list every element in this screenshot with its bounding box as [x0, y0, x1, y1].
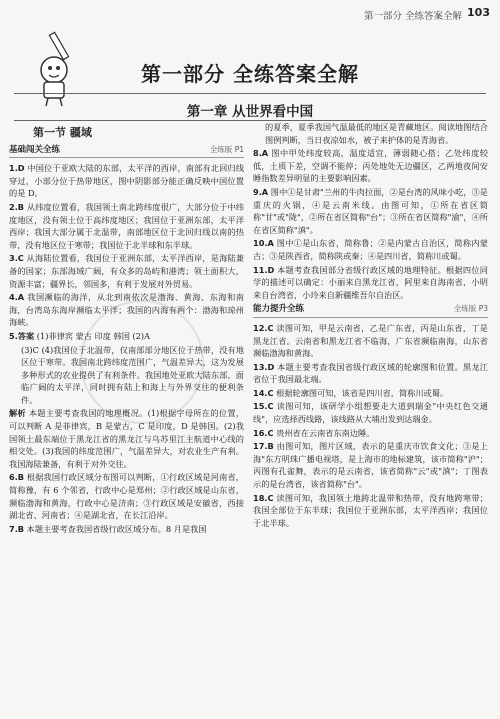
answer-item — [9, 252, 244, 290]
answer-number: 16.C — [253, 427, 274, 438]
answer-list — [253, 322, 488, 530]
answer-item — [9, 201, 244, 251]
answer-number: 8.A — [253, 148, 269, 159]
answer-item — [253, 264, 488, 302]
answer-text: (1)菲律宾 蒙古 印度 韩国 (2)A — [36, 330, 151, 341]
answer-text: 中国位于亚欧大陆的东部，太平洋的西岸，南部有北回归线穿过，小部分位于热带地区，图中阴影部分能正确反映中国位置的是 D。 — [9, 163, 244, 199]
page-header — [0, 0, 500, 26]
answer-item — [9, 344, 244, 407]
answer-text: 从海陆位置看，我国位于亚洲东部，太平洋西岸，是海陆兼备的国家；东部海域广阔，有众多的岛屿和港湾；领土面积大，资源丰富；疆界长，邻国多，有利于发展对外贸易。 — [9, 253, 244, 289]
answer-item — [253, 361, 488, 386]
answer-number: 解析 — [9, 408, 26, 419]
page-title: 第一部分 全练答案全解 — [141, 62, 359, 86]
answer-item — [9, 330, 244, 343]
answer-item — [9, 471, 244, 521]
answer-text: 本题主要考查我国省级行政区域的轮廓图和位置。黑龙江省位于我国最北端。 — [253, 361, 488, 385]
answer-number: 3.C — [9, 253, 24, 264]
answer-text: 根据我国行政区域分布图可以判断，①行政区域是河南省，简称豫，有 6 个邻省，行政中心是郑州；②行政区域是山东省，濒临渤海和黄海，行政中心是济南；③行政区域是安徽省，西接湖北省、河南省；④是湖北省，在长江沿岸。 — [9, 472, 244, 521]
answer-number: 18.C — [253, 492, 274, 503]
chapter-title: 第一章 从世界看中国 — [186, 104, 314, 120]
answer-item — [9, 523, 244, 536]
answer-text: 读图可知，该研学小组想要走大道到瑞金"中央红色交通线"，应选择西线路，该线路从大埔出发到达瑞金。 — [253, 401, 488, 425]
answer-number: 17.B — [253, 441, 274, 452]
left-column — [9, 125, 244, 536]
answer-item — [253, 121, 488, 146]
answer-text: 贵州省在云南省东南边陲。 — [276, 427, 375, 438]
answer-number: 10.A — [253, 238, 274, 249]
answer-text: 本题主要考查我国的地理概况。(1)根据字母所在的位置，可以判断 A 是菲律宾，B 是蒙古，C 是印度，D 是韩国。(2)我国领土最东端位于黑龙江省的黑龙江与乌苏里江主航道中心线的相交处。(3)我国的纬度范围广，气温差异大，对农业生产有利。我国海陆兼备，有利于对外交往。 — [9, 408, 244, 469]
answer-number: 2.B — [9, 201, 25, 212]
answer-item — [253, 237, 488, 262]
answer-text: 本题主要考查我国省级行政区域分布。8 月是我国 — [26, 523, 207, 534]
answer-number: 11.D — [253, 264, 275, 275]
answer-number: 15.C — [253, 401, 274, 412]
answer-item — [253, 440, 488, 490]
answer-number: 14.C — [253, 387, 274, 398]
answer-item — [9, 291, 244, 329]
answer-item — [9, 162, 244, 200]
page-number: 103 — [467, 6, 490, 19]
answer-text: 的夏季，夏季我国气温最低的地区是青藏地区。阅读地图结合图例判断，当日夜凉如水，被子来护体的是青海省。 — [265, 122, 488, 145]
answer-item — [9, 407, 244, 470]
answer-item — [253, 387, 488, 400]
answer-number: 13.D — [253, 361, 275, 372]
answer-item — [253, 147, 488, 185]
running-header: 第一部分 全练答案全解 — [363, 11, 462, 22]
answer-number: 9.A — [253, 186, 269, 197]
answer-list — [253, 121, 488, 301]
answer-text: 从纬度位置看，我国领土南北跨纬度很广，大部分位于中纬度地区，没有领土位于高纬度地区；我国位于亚洲东部，太平洋西岸；我国大部分属于北温带，南部地区位于北回归线以南的热带，没有地区位于寒带；我国位于北半球和东半球。 — [9, 201, 244, 250]
answer-item — [253, 492, 488, 530]
exercise-label: 基础闯关全练 全练版 P1 — [9, 144, 244, 159]
answer-text: 本题考查我国部分省级行政区域的地理特征。根据四位同学的描述可以确定：小丽来自黑龙江省，阿里来自海南省，小明来自台湾省，小玲来自新疆维吾尔自治区。 — [253, 264, 488, 300]
answer-list — [9, 162, 244, 535]
answer-number: 5.答案 — [9, 330, 35, 341]
answer-text: 我国濒临的海洋，从北到南依次是渤海、黄海、东海和南海，台湾岛东海岸濒临太平洋；我国的内海有两个：渤海和琼州海峡。 — [9, 292, 244, 328]
answer-item — [253, 427, 488, 440]
title-divider — [14, 93, 486, 94]
exercise-label: 能力提升全练 全练版 P3 — [253, 303, 488, 318]
answer-number: 12.C — [253, 322, 274, 333]
answer-text: 由图可知，图片区域，表示的是重庆市饮食文化；③是上海"东方明珠广播电视塔，是上海市的地标建筑，该市简称"沪"；丙图有孔雀舞，表示的是云南省，该省简称"云"或"滇"；丁图表示的是台湾省，该省简称"台"。 — [253, 441, 488, 490]
answer-text: 读图可知，我国领土地跨北温带和热带，没有地跨寒带；我国全部位于东半球；我国位于亚洲东部，太平洋西岸；我国位于北半球。 — [253, 492, 488, 528]
answer-number: 7.B — [9, 523, 25, 534]
answer-text: (3)C (4)我国位于北温带，仅南部部分地区位于热带，没有地区位于寒带。我国南北跨纬度范围广，气温差异大，这为发展多种形式的农业提供了有利条件。我国地处亚欧大陆东部，面临广阔的太平洋，同时拥有陆上和海上与外界交往的便利条件。 — [21, 344, 244, 405]
section-title: 第一节 疆域 — [33, 126, 92, 139]
answer-text: 图中甲处纬度较高，温度适宜，薄弱随心搭；乙处纬度较低，土质下差，空调不能停；丙处地处无边疆区，乙两地夜间安睡指数差异明显的主要影响因素。 — [253, 148, 488, 184]
answer-number: 4.A — [9, 292, 25, 303]
answer-text: 图中①是山东省，简称鲁；②是内蒙古自治区，简称内蒙古；③是陕西省，简称陕或秦；④是四川省，简称川或蜀。 — [253, 238, 488, 261]
answer-text: 图中①是甘肃"兰州的牛肉拉面，②是台湾的风味小吃，③是重庆的火锅，④是云南米线。由图可知，①所在省区简称"甘"或"陇"，②所在省区简称"台"；③所在省区简称"渝"，④所在省区简称"滇"。 — [253, 186, 488, 235]
answer-number: 6.B — [9, 472, 25, 483]
answer-text: 根据轮廓图可知，该省是四川省，简称川或蜀。 — [276, 387, 449, 398]
answer-item — [253, 186, 488, 236]
answer-number: 1.D — [9, 163, 25, 174]
right-column — [253, 121, 488, 530]
answer-text: 读图可知，甲是云南省，乙是广东省，丙是山东省，丁是黑龙江省。云南省和黑龙江省不临海，广东省濒临南海，山东省濒临渤海和黄海。 — [253, 322, 488, 359]
answer-item — [253, 322, 488, 360]
answer-item — [253, 400, 488, 425]
